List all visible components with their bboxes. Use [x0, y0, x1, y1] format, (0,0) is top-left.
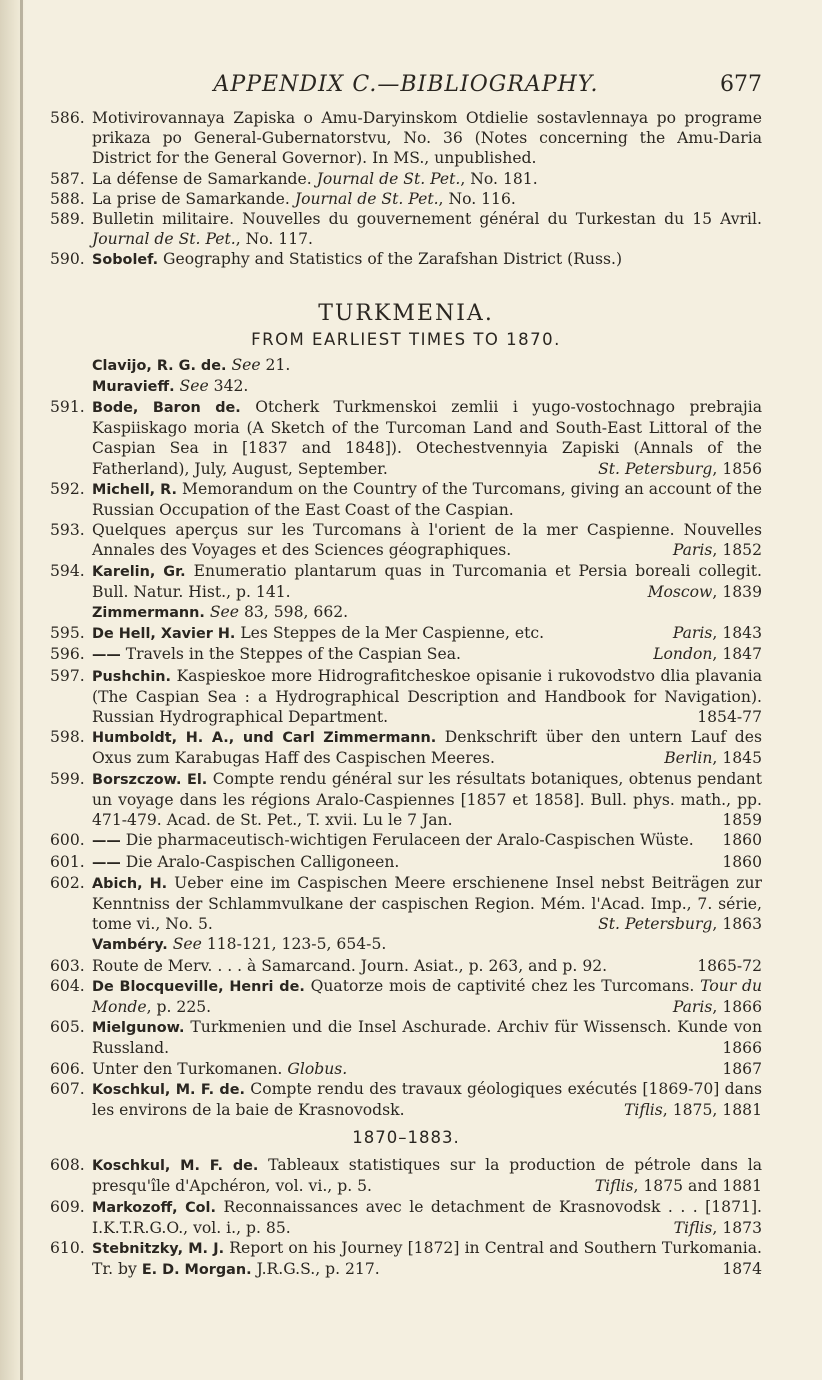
entry-body — [92, 1017, 762, 1058]
running-header — [50, 68, 762, 108]
entry-imprint: Paris, 1852 — [672, 541, 762, 560]
entry-year: 1866 — [722, 1039, 762, 1058]
bibliography-entry — [50, 108, 762, 169]
entry-text: Ueber eine im Caspischen Meere erschienene Insel nebst Beiträgen zur Kenntniss der Schlammvulkane der caspischen Region. Mém. l'Acad. Imp., 7. série, tome vi., No. 5. — [92, 873, 762, 934]
cross-reference-body — [92, 355, 290, 376]
entry-year: 1874 — [722, 1260, 762, 1279]
entry-text: Memorandum on the Country of the Turcomans, giving an account of the Russian Occupation of the East Coast of the Caspian. — [92, 479, 762, 520]
ref-see: See — [179, 376, 209, 395]
section-title: TURKMENIA. — [318, 300, 494, 326]
entries-mid2 — [50, 623, 762, 934]
cross-reference — [50, 355, 762, 376]
entry-body — [92, 520, 762, 560]
entry-body — [92, 1155, 762, 1196]
bibliography-entry — [50, 666, 762, 728]
entry-journal: Tour du Monde — [92, 976, 763, 1016]
bibliography-entry — [50, 1079, 762, 1120]
page-number: 677 — [720, 72, 762, 97]
entry-year: 1865-72 — [697, 956, 762, 975]
entry-number: 596. — [50, 645, 85, 664]
bibliography-entry — [50, 873, 762, 935]
bibliography-entry — [50, 727, 762, 768]
entry-text: Reconnaissances avec le detachment de Krasnovodsk . . . [1871]. I.K.T.R.G.O., vol. i., p. 85. — [92, 1197, 762, 1237]
entry-year: 1847 — [722, 645, 762, 664]
cross-references — [50, 355, 762, 397]
entry-author: E. D. Morgan. — [141, 1262, 252, 1279]
entry-place: Moscow — [647, 582, 713, 601]
bibliography-entry — [50, 1017, 762, 1058]
entry-body — [92, 644, 762, 665]
entry-body — [92, 479, 762, 520]
entry-number: 589. — [50, 210, 85, 229]
entry-author: —— — [92, 647, 121, 664]
entry-imprint — [722, 830, 762, 850]
cross-references — [50, 934, 762, 955]
entry-imprint — [697, 956, 762, 976]
entry-tail: , No. 181. — [460, 169, 538, 188]
entry-body — [92, 1197, 762, 1238]
bibliography-entry — [50, 830, 762, 851]
cross-reference — [50, 934, 762, 955]
cross-reference — [50, 376, 762, 397]
entry-place: St. Petersburg — [598, 459, 713, 478]
entries-top — [50, 108, 762, 271]
entry-number: 603. — [50, 956, 85, 975]
entry-author: Humboldt, H. A., und Carl Zimmermann. — [92, 730, 437, 747]
bibliography-entry — [50, 769, 762, 831]
entry-author: Stebnitzky, M. J. — [92, 1240, 225, 1257]
entry-number: 590. — [50, 250, 85, 269]
entry-place: Paris — [672, 997, 713, 1016]
bibliography-entry — [50, 644, 762, 665]
entry-text: Compte rendu des travaux géologiques exécutés [1869-70] dans les environs de la baie de Krasnovodsk. — [92, 1079, 763, 1119]
cross-references — [50, 602, 762, 623]
entry-imprint — [722, 1059, 762, 1079]
entry-text: Bulletin militaire. Nouvelles du gouvernement général du Turkestan du 15 Avril. — [92, 210, 762, 229]
entry-number: 610. — [50, 1238, 85, 1257]
entry-text: Die pharmaceutisch-wichtigen Ferulaceen der Aralo-Caspischen Wüste. — [125, 831, 694, 850]
cross-reference-body — [92, 934, 386, 955]
entry-text: Turkmenien und die Insel Aschurade. Archiv für Wissensch. Kunde von Russland. — [92, 1018, 762, 1058]
page-content — [50, 68, 762, 1280]
entry-tail: , p. 225. — [146, 997, 212, 1016]
entry-number: 595. — [50, 624, 85, 643]
entry-text: La prise de Samarkande. — [92, 189, 290, 208]
entry-number: 592. — [50, 479, 85, 498]
bibliography-entry — [50, 561, 762, 602]
entry-year: 1867 — [722, 1059, 762, 1078]
entry-text: Otcherk Turkmenskoi zemlii i yugo-vostochnago prebrajia Kaspiiskago moria (A Sketch of the Turcoman Land and South-East Littoral of the Caspian Sea in [1837 and 1848]). Otechestvennyia Zapiski (Annals of the Fatherland), July, August, September. — [92, 398, 762, 478]
entry-imprint: Paris, 1843 — [672, 624, 762, 643]
entry-body — [92, 209, 762, 249]
bibliography-entry — [50, 249, 762, 270]
entry-imprint — [722, 1259, 762, 1279]
entry-body — [92, 852, 762, 873]
entry-number: 586. — [50, 109, 85, 127]
ref-author: Vambéry. — [92, 937, 168, 954]
entry-place: Tiflis — [624, 1100, 663, 1119]
entry-imprint — [722, 810, 762, 830]
entry-body — [92, 769, 762, 831]
entry-text: J.R.G.S., p. 217. — [256, 1260, 380, 1279]
entry-number: 599. — [50, 769, 85, 788]
entry-imprint — [722, 1038, 762, 1058]
bibliography-entry — [50, 397, 762, 479]
ref-author: Muravieff. — [92, 378, 175, 395]
entry-imprint: Tiflis, 1875 and 1881 — [594, 1177, 762, 1196]
bibliography-entry — [50, 1238, 762, 1280]
entry-imprint — [722, 852, 762, 872]
entry-place: Berlin — [664, 749, 713, 768]
entry-body — [92, 830, 762, 851]
entry-year: 1845 — [722, 749, 762, 768]
entry-author: Mielgunow. — [92, 1020, 185, 1037]
entry-text: Geography and Statistics of the Zarafshan District (Russ.) — [163, 250, 623, 269]
ref-numbers: 118-121, 123-5, 654-5. — [206, 935, 387, 954]
entry-number: 591. — [50, 398, 85, 417]
entry-text: La défense de Samarkande. — [92, 169, 312, 188]
entry-number: 609. — [50, 1197, 85, 1216]
entry-number: 608. — [50, 1156, 85, 1175]
entry-place: London — [653, 645, 713, 664]
entry-author: —— — [92, 833, 121, 850]
entry-year: 1860 — [722, 852, 762, 871]
entry-place: St. Petersburg — [598, 915, 713, 934]
entry-year: 1875, 1881 — [672, 1100, 762, 1119]
ref-see: See — [209, 603, 239, 622]
entry-number: 606. — [50, 1059, 85, 1078]
bibliography-entry — [50, 1059, 762, 1079]
cross-reference — [50, 602, 762, 623]
entry-author: Koschkul, M. F. de. — [92, 1158, 259, 1175]
entry-tail: , No. 116. — [438, 189, 516, 208]
entry-author: Markozoff, Col. — [92, 1199, 216, 1216]
entry-imprint: London, 1847 — [653, 645, 762, 664]
entry-body — [92, 561, 762, 602]
entry-year: 1854-77 — [697, 708, 762, 727]
entry-number: 604. — [50, 976, 85, 995]
ref-see: See — [172, 935, 202, 954]
entry-number: 587. — [50, 169, 85, 188]
entry-imprint: St. Petersburg, 1856 — [598, 459, 762, 478]
entry-text: Quelques aperçus sur les Turcomans à l'orient de la mer Caspienne. Nouvelles Annales des Voyages et des Sciences géographiques. — [92, 521, 762, 560]
entry-year: 1873 — [722, 1218, 762, 1237]
binding-line — [20, 0, 23, 1380]
entry-text: Route de Merv. . . . à Samarcand. Journ. Asiat., p. 263, and p. 92. — [92, 956, 608, 975]
entry-number: 601. — [50, 852, 85, 871]
entry-number: 607. — [50, 1079, 85, 1098]
entry-text: Unter den Turkomanen. — [92, 1059, 283, 1078]
entry-text: Travels in the Steppes of the Caspian Sea. — [125, 645, 461, 664]
entry-number: 588. — [50, 189, 85, 208]
bibliography-entry — [50, 209, 762, 249]
entry-year: 1839 — [722, 582, 762, 601]
ref-see: See — [231, 355, 261, 374]
entry-body — [92, 727, 762, 768]
entry-number: 605. — [50, 1018, 85, 1037]
header-title: APPENDIX C.—BIBLIOGRAPHY. — [213, 72, 599, 97]
entry-body — [92, 1059, 762, 1079]
entry-author: Sobolef. — [92, 252, 159, 269]
section-subtitle: FROM EARLIEST TIMES TO 1870. — [251, 329, 561, 349]
bibliography-entry — [50, 956, 762, 976]
entry-body — [92, 249, 762, 270]
bibliography-entry — [50, 852, 762, 873]
entry-journal: Globus. — [287, 1059, 348, 1078]
entry-author: Pushchin. — [92, 668, 172, 685]
entry-year: 1859 — [722, 811, 762, 830]
entries-mid — [50, 397, 762, 602]
entries-mid3 — [50, 956, 762, 1121]
entry-imprint — [697, 707, 762, 727]
entry-body — [92, 1238, 762, 1280]
entry-body — [92, 956, 762, 976]
cross-reference-body — [92, 602, 348, 623]
entry-author: Koschkul, M. F. de. — [92, 1081, 245, 1098]
entry-journal: Journal de St. Pet. — [316, 169, 461, 188]
entries-bottom — [50, 1155, 762, 1280]
entry-number: 598. — [50, 728, 85, 747]
entry-body — [92, 108, 762, 169]
entry-number: 593. — [50, 521, 85, 540]
entry-body — [92, 1079, 762, 1120]
entry-imprint: Berlin, 1845 — [664, 749, 762, 768]
cross-reference-body — [92, 376, 248, 397]
entry-imprint: Paris, 1866 — [672, 997, 762, 1016]
bibliography-entry — [50, 1197, 762, 1238]
entry-journal: Journal de St. Pet. — [92, 230, 236, 249]
entry-text: Les Steppes de la Mer Caspienne, etc. — [240, 624, 545, 643]
entry-text: Quatorze mois de captivité chez les Turcomans. — [310, 976, 695, 995]
entry-year: 1866 — [722, 997, 762, 1016]
entry-text: Enumeratio plantarum quas in Turcomania et Persia boreali collegit. Bull. Natur. Hist., p. 141. — [92, 561, 762, 601]
bibliography-entry — [50, 623, 762, 644]
ref-author: Zimmermann. — [92, 605, 205, 622]
entry-author: Borszczow. El. — [92, 771, 208, 788]
entry-year: 1875 and 1881 — [643, 1177, 762, 1196]
entry-text: Kaspieskoe more Hidrografitcheskoe opisanie i rukovodstvo dlia plavania (The Caspian Sea : a Hydrographical Description and Handbook for Navigation). Russian Hydrographical Department. — [92, 666, 762, 727]
entry-body — [92, 189, 762, 209]
entry-imprint: St. Petersburg, 1863 — [598, 915, 762, 934]
entry-author: De Blocqueville, Henri de. — [92, 978, 305, 995]
entry-year: 1856 — [722, 459, 762, 478]
entry-author: De Hell, Xavier H. — [92, 626, 236, 643]
entry-place: Tiflis — [594, 1177, 634, 1196]
entry-number: 602. — [50, 873, 85, 892]
ref-author: Clavijo, R. G. de. — [92, 357, 227, 374]
entry-place: Paris — [672, 541, 713, 560]
bibliography-entry — [50, 1155, 762, 1196]
bibliography-entry — [50, 520, 762, 560]
bibliography-entry — [50, 169, 762, 189]
entry-author: Michell, R. — [92, 481, 177, 498]
entry-place: Paris — [672, 624, 713, 643]
ref-numbers: 83, 598, 662. — [243, 603, 349, 622]
entry-year: 1843 — [722, 624, 762, 643]
entry-text: Motivirovannaya Zapiska o Amu-Daryinskom Otdielie sostavlennaya po programe prikaza po General-Gubernatorstvu, No. 36 (Notes concerning the Amu-Daria District for the General Governor). In MS., unpublished. — [92, 109, 762, 168]
bibliography-entry — [50, 976, 762, 1017]
entry-text: Tableaux statistiques sur la production de pétrole dans la presqu'île d'Apchéron, vol. vi., p. 5. — [92, 1156, 762, 1196]
entry-body — [92, 666, 762, 728]
entry-body — [92, 169, 762, 189]
entry-place: Tiflis — [673, 1218, 713, 1237]
period-heading: 1870–1883. — [352, 1128, 460, 1148]
entry-author: Bode, Baron de. — [92, 400, 241, 417]
entry-body — [92, 976, 762, 1017]
entry-imprint: Tiflis, 1873 — [673, 1218, 762, 1237]
entry-text: Die Aralo-Caspischen Calligoneen. — [125, 852, 400, 871]
entry-number: 594. — [50, 561, 85, 580]
entry-body — [92, 623, 762, 644]
ref-numbers: 342. — [213, 376, 249, 395]
entry-year: 1863 — [722, 915, 762, 934]
entry-author: Abich, H. — [92, 875, 168, 892]
entry-year: 1852 — [722, 541, 762, 560]
entry-text: Report on his Journey [1872] in Central and Southern Turkomania. Tr. by — [92, 1238, 762, 1279]
ref-numbers: 21. — [265, 355, 291, 374]
bibliography-entry — [50, 479, 762, 520]
entry-imprint: Tiflis, 1875, 1881 — [624, 1100, 762, 1119]
entry-number: 600. — [50, 831, 85, 850]
entry-text: Denkschrift über den untern Lauf des Oxus zum Karabugas Haff des Caspischen Meeres. — [92, 728, 763, 768]
entry-body — [92, 397, 762, 479]
bibliography-entry — [50, 189, 762, 209]
entry-body — [92, 873, 762, 935]
entry-tail: , No. 117. — [235, 230, 314, 249]
entry-year: 1860 — [722, 831, 762, 850]
entry-author: —— — [92, 854, 121, 871]
entry-author: Karelin, Gr. — [92, 563, 186, 580]
entry-text: Compte rendu général sur les résultats botaniques, obtenus pendant un voyage dans les régions Aralo-Caspiennes [1857 et 1858]. Bull. phys. math., pp. 471-479. Acad. de St. Pet., T. xvii. Lu le 7 Jan. — [92, 769, 762, 830]
entry-number: 597. — [50, 666, 85, 685]
entry-journal: Journal de St. Pet. — [294, 189, 439, 208]
entry-imprint: Moscow, 1839 — [647, 582, 762, 601]
